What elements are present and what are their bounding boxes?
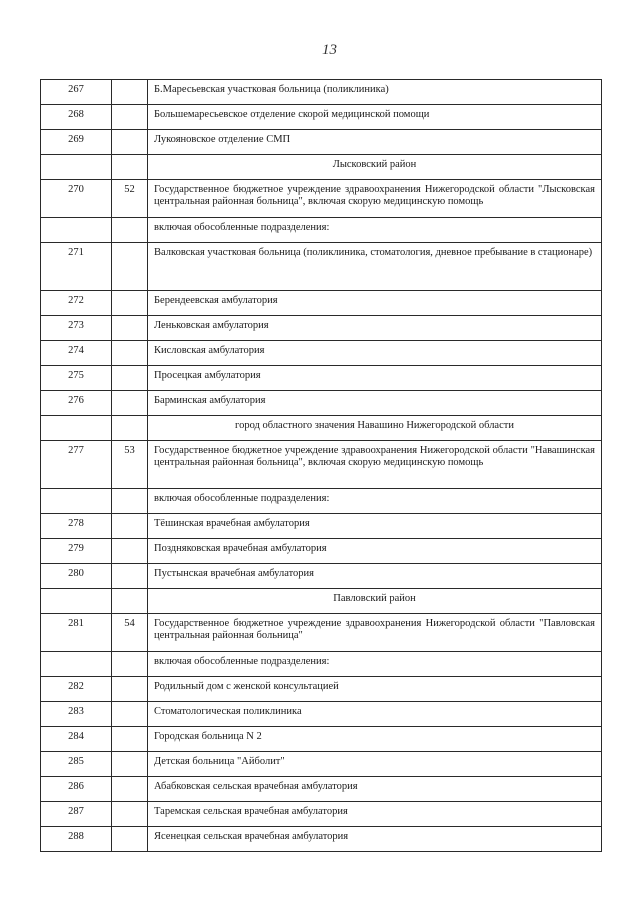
table-row xyxy=(41,291,602,316)
row-code xyxy=(112,677,148,702)
row-code xyxy=(112,652,148,677)
row-number: 277 xyxy=(41,441,112,489)
row-number: 267 xyxy=(41,80,112,105)
table-row xyxy=(41,441,602,489)
row-number: 285 xyxy=(41,752,112,777)
table-row xyxy=(41,180,602,218)
region-heading: Лысковский район xyxy=(148,155,602,180)
row-code xyxy=(112,105,148,130)
row-code xyxy=(112,564,148,589)
row-code xyxy=(112,827,148,852)
row-name: Просецкая амбулатория xyxy=(148,366,602,391)
row-name: Б.Маресьевская участковая больница (поликлиника) xyxy=(148,80,602,105)
row-name: Абабковская сельская врачебная амбулатория xyxy=(148,777,602,802)
row-number: 279 xyxy=(41,539,112,564)
row-number: 269 xyxy=(41,130,112,155)
row-name: Городская больница N 2 xyxy=(148,727,602,752)
table-row xyxy=(41,243,602,291)
page-number: 13 xyxy=(322,42,337,58)
row-number xyxy=(41,652,112,677)
region-heading: город областного значения Навашино Нижегородской области xyxy=(148,416,602,441)
table-row xyxy=(41,366,602,391)
row-name: Детская больница "Айболит" xyxy=(148,752,602,777)
row-code xyxy=(112,752,148,777)
row-code: 52 xyxy=(112,180,148,218)
row-number: 278 xyxy=(41,514,112,539)
table-row xyxy=(41,752,602,777)
table-row xyxy=(41,802,602,827)
row-code xyxy=(112,316,148,341)
table-row xyxy=(41,391,602,416)
table-row xyxy=(41,564,602,589)
row-code xyxy=(112,802,148,827)
row-number: 282 xyxy=(41,677,112,702)
row-name: Тёшинская врачебная амбулатория xyxy=(148,514,602,539)
table-row xyxy=(41,80,602,105)
row-code xyxy=(112,777,148,802)
row-name: Лукояновское отделение СМП xyxy=(148,130,602,155)
table-row xyxy=(41,827,602,852)
row-number: 275 xyxy=(41,366,112,391)
row-number: 286 xyxy=(41,777,112,802)
row-number: 280 xyxy=(41,564,112,589)
row-code: 53 xyxy=(112,441,148,489)
row-name: Леньковская амбулатория xyxy=(148,316,602,341)
table-row xyxy=(41,130,602,155)
row-number xyxy=(41,155,112,180)
row-number: 276 xyxy=(41,391,112,416)
subdivision-row xyxy=(41,218,602,243)
row-code xyxy=(112,514,148,539)
row-name: Государственное бюджетное учреждение здравоохранения Нижегородской области "Навашинская центральная районная больница", включая скорую медицинскую помощь xyxy=(148,441,602,489)
row-code xyxy=(112,366,148,391)
table-row xyxy=(41,341,602,366)
row-code xyxy=(112,341,148,366)
row-code xyxy=(112,539,148,564)
row-number: 283 xyxy=(41,702,112,727)
row-name: Большемаресьевское отделение скорой медицинской помощи xyxy=(148,105,602,130)
row-name: Пустынская врачебная амбулатория xyxy=(148,564,602,589)
region-heading: Павловский район xyxy=(148,589,602,614)
row-name: Барминская амбулатория xyxy=(148,391,602,416)
row-code xyxy=(112,243,148,291)
table-row xyxy=(41,702,602,727)
row-name: Таремская сельская врачебная амбулатория xyxy=(148,802,602,827)
row-code xyxy=(112,218,148,243)
row-number: 288 xyxy=(41,827,112,852)
row-name: Государственное бюджетное учреждение здравоохранения Нижегородской области "Павловская центральная районная больница" xyxy=(148,614,602,652)
table-row xyxy=(41,105,602,130)
row-code xyxy=(112,291,148,316)
row-name: Кисловская амбулатория xyxy=(148,341,602,366)
region-row xyxy=(41,155,602,180)
row-number xyxy=(41,489,112,514)
row-code xyxy=(112,727,148,752)
row-number: 284 xyxy=(41,727,112,752)
row-code xyxy=(112,155,148,180)
row-code: 54 xyxy=(112,614,148,652)
row-name: Ясенецкая сельская врачебная амбулатория xyxy=(148,827,602,852)
row-number: 281 xyxy=(41,614,112,652)
row-number xyxy=(41,589,112,614)
row-number: 273 xyxy=(41,316,112,341)
row-code xyxy=(112,416,148,441)
row-number: 287 xyxy=(41,802,112,827)
registry-table xyxy=(40,79,602,852)
region-row xyxy=(41,416,602,441)
row-code xyxy=(112,702,148,727)
subdivision-row xyxy=(41,652,602,677)
row-number: 272 xyxy=(41,291,112,316)
row-name: Государственное бюджетное учреждение здравоохранения Нижегородской области "Лысковская центральная районная больница", включая скорую медицинскую помощь xyxy=(148,180,602,218)
row-code xyxy=(112,489,148,514)
row-name: Родильный дом с женской консультацией xyxy=(148,677,602,702)
row-name: Валковская участковая больница (поликлиника, стоматология, дневное пребывание в стационаре) xyxy=(148,243,602,291)
row-number: 270 xyxy=(41,180,112,218)
row-code xyxy=(112,589,148,614)
row-name: Берендеевская амбулатория xyxy=(148,291,602,316)
table-row xyxy=(41,316,602,341)
table-row xyxy=(41,614,602,652)
row-code xyxy=(112,391,148,416)
row-number xyxy=(41,218,112,243)
row-number: 274 xyxy=(41,341,112,366)
table-row xyxy=(41,727,602,752)
row-name: Поздняковская врачебная амбулатория xyxy=(148,539,602,564)
table-row xyxy=(41,514,602,539)
row-code xyxy=(112,80,148,105)
subdivision-row xyxy=(41,489,602,514)
region-row xyxy=(41,589,602,614)
row-number: 268 xyxy=(41,105,112,130)
subdivision-heading: включая обособленные подразделения: xyxy=(148,218,602,243)
row-code xyxy=(112,130,148,155)
subdivision-heading: включая обособленные подразделения: xyxy=(148,489,602,514)
row-number xyxy=(41,416,112,441)
table-row xyxy=(41,539,602,564)
row-name: Стоматологическая поликлиника xyxy=(148,702,602,727)
table-row xyxy=(41,777,602,802)
row-number: 271 xyxy=(41,243,112,291)
subdivision-heading: включая обособленные подразделения: xyxy=(148,652,602,677)
table-row xyxy=(41,677,602,702)
